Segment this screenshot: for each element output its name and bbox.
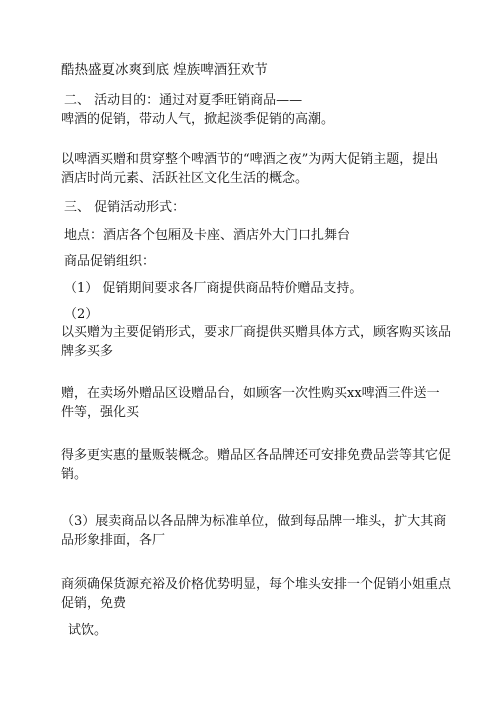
promo-org-heading: 商品促销组织： [64, 254, 156, 269]
item-three-text-end: 试饮。 [68, 623, 108, 638]
location-line: 地点：酒店各个包厢及卡座、酒店外大门口扎舞台 [64, 228, 351, 243]
item-two-text-continued: 赠，在卖场外赠品区设赠品台，如顾客一次性购买xx啤酒三件送一件等，强化买 [61, 386, 440, 420]
item-two-text-end: 得多更实惠的量贩装概念。赠品区各品牌还可安排免费品尝等其它促销。 [61, 448, 452, 482]
paragraph-theme: 以啤酒买赠和贯穿整个啤酒节的“啤酒之夜”为两大促销主题，提出酒店时尚元素、活跃社区文化生活的概念。 [61, 152, 439, 186]
section-two-heading: 二、 活动目的：通过对夏季旺销商品—— [64, 93, 303, 108]
section-three-heading: 三、 促销活动形式： [64, 200, 186, 215]
item-three-text-continued: 商须确保货源充裕及价格优势明显，每个堆头安排一个促销小姐重点促销，免费 [61, 577, 452, 611]
item-two-text: 以买赠为主要促销形式，要求厂商提供买赠具体方式，顾客购买该品牌多买多 [61, 325, 452, 359]
document-title: 酷热盛夏冰爽到底 煌族啤酒狂欢节 [61, 62, 268, 78]
item-three-text: （3）展卖商品以各品牌为标准单位，做到每品牌一堆头，扩大其商品形象排面，各厂 [61, 514, 447, 548]
paragraph-line: 啤酒的促销，带动人气，掀起淡季促销的高潮。 [61, 112, 335, 127]
item-one: （1） 促销期间要求各厂商提供商品特价赠品支持。 [64, 281, 363, 296]
item-two-label: （2） [64, 307, 99, 322]
